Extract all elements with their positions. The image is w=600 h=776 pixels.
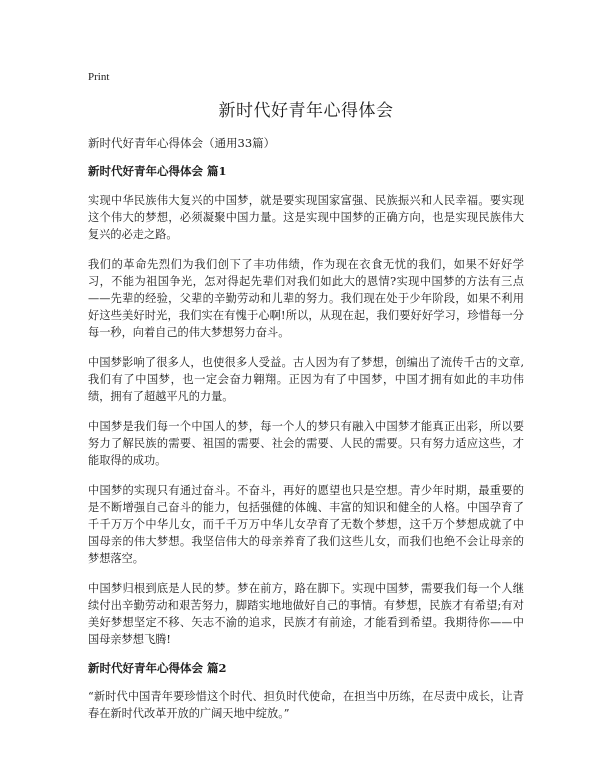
paragraph: 中国梦的实现只有通过奋斗。不奋斗，再好的愿望也只是空想。青少年时期，最重要的是不断增强自己奋斗的能力，包括强健的体魄、丰富的知识和健全的人格。中国孕育了千千万万个中华儿女，而千千万万中华儿女孕育了无数个梦想，这千万个梦想成就了中国母亲的伟大梦想。我坚信伟大的母亲养育了我们这些儿女，而我们也绝不会让母亲的梦想落空。 (88, 484, 524, 565)
paragraph: 实现中华民族伟大复兴的中国梦，就是要实现国家富强、民族振兴和人民幸福。要实现这个伟大的梦想，必须凝聚中国力量。这是实现中国梦的正确方向，也是实现民族伟大复兴的必走之路。 (88, 194, 524, 241)
paragraph: 中国梦影响了很多人，也使很多人受益。古人因为有了梦想，创编出了流传千古的文章,我们有了中国梦，也一定会奋力翱翔。正因为有了中国梦，中国才拥有如此的丰功伟绩，拥有了超越平凡的力量。 (88, 356, 524, 403)
paragraph: 我们的革命先烈们为我们创下了丰功伟绩，作为现在衣食无忧的我们，如果不好好学习，不能为祖国争光，怎对得起先辈们对我们如此大的恩情?实现中国梦的方法有三点——先辈的经验，父辈的辛勤劳动和儿辈的努力。我们现在处于少年阶段，如果不利用好这些美好时光，我们实在有愧于心啊!所以，从现在起，我们要好好学习，珍惜每一分每一秒，向着自己的伟大梦想努力奋斗。 (88, 258, 524, 339)
document-page (88, 70, 524, 722)
page-title: 新时代好青年心得体会 (218, 101, 394, 121)
paragraph: 中国梦归根到底是人民的梦。梦在前方，路在脚下。实现中国梦，需要我们每一个人继续付出辛勤劳动和艰苦努力，脚踏实地地做好自己的事情。有梦想，民族才有希望;有对美好梦想坚定不移、矢志不渝的追求，民族才有前途，才能看到希望。我期待你——中国母亲梦想飞腾! (88, 582, 524, 646)
print-link[interactable]: Print (88, 71, 110, 83)
section-heading-1: 新时代好青年心得体会 篇1 (88, 164, 227, 178)
paragraph: 中国梦是我们每一个中国人的梦，每一个人的梦只有融入中国梦才能真正出彩，所以要努力了解民族的需要、祖国的需要、社会的需要、人民的需要。只有努力适应这些，才能取得的成功。 (88, 420, 524, 467)
quote-paragraph: “新时代中国青年要珍惜这个时代、担负时代使命，在担当中历练，在尽责中成长，让青春在新时代改革开放的广阔天地中绽放。” (88, 690, 524, 720)
document-subtitle: 新时代好青年心得体会（通用33篇） (88, 136, 276, 150)
section-heading-2: 新时代好青年心得体会 篇2 (88, 661, 227, 675)
